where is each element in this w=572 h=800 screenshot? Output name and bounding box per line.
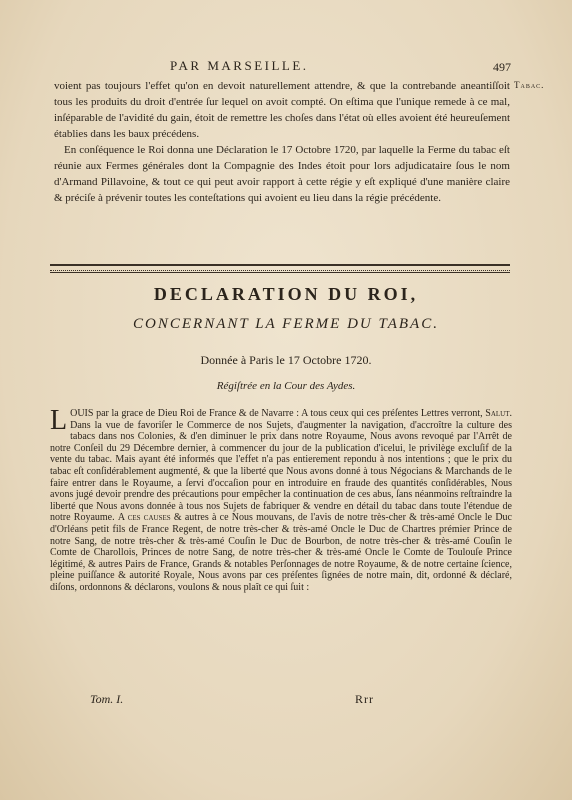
ornamental-rule-dots	[50, 270, 510, 271]
body-text-3: & autres à ce Nous mouvans, de l'avis de notre très-cher & très-amé Oncle le Duc d'Orléans petit fils de France Regent, de notre très-cher & très-amé Oncle le Duc de Chartres prémier Prince de notre Sang, de notre très-cher & très-amé Couſin le Duc de Bourbon, de notre très-cher & très-amé Couſin le Comte de Charollois, Princes de notre Sang, de notre très-cher & très-amé Oncle le Comte de Toulouſe Prince légitimé, & autres Pairs de France, Grands & notables Perſonnages de notre Royaume, & de notre certaine ſcience, pleine puiſſance & autorité Royale, Nous avons par ces préſentes ſignées de notre main, dit, ordonné & déclaré, diſons, ordonnons & déclarons, voulons & nous plaît ce qui ſuit :	[50, 512, 512, 593]
declaration-date: Donnée à Paris le 17 Octobre 1720.	[200, 353, 372, 367]
declaration-title: DECLARATION DU ROI,	[153, 284, 419, 304]
signature-mark: Rrr	[355, 692, 374, 706]
volume-label: Tom. I.	[90, 692, 124, 706]
intro-paragraph-2: En conſéquence le Roi donna une Déclaration le 17 Octobre 1720, par laquelle la Ferme du tabac eſt réunie aux Fermes générales dont la Compagnie des Indes étoit pour lors adjudicataire ſous le nom d'Armand Pillavoine, & tout ce qui peut avoir rapport à cette régie y eſt expliqué d'une manière claire & préciſe à prévenir toutes les conteſtations qui avoient eu lieu dans la régie précédente.	[54, 144, 510, 204]
margin-note: Tabac.	[514, 80, 545, 90]
running-title: PAR MARSEILLE.	[170, 58, 309, 73]
body-text-1: par la grace de Dieu Roi de France & de Navarre : A tous ceux qui ces préſentes Lettres verront,	[93, 408, 486, 419]
declaration-subtitle: CONCERNANT LA FERME DU TABAC.	[133, 316, 439, 332]
ornamental-rule	[50, 264, 510, 273]
intro-text	[54, 78, 510, 206]
intro-paragraph-1: voient pas toujours l'effet qu'on en devoit naturellement attendre, & que la contrebande aneantiſſoit tous les produits du droit d'entrée ſur lequel on avoit compté. On eſtima que l'unique remede à ce mal, inſéparable de l'avidité du gain, étoit de remettre les choſes dans l'état où elles avoient été heureuſement établies dans les baux précédens.	[54, 80, 510, 140]
registration-note: Régiſtrée en la Cour des Aydes.	[216, 380, 356, 392]
page-number: 497	[493, 60, 511, 74]
salut-word: Salut	[485, 408, 510, 419]
opening-word: OUIS	[70, 408, 94, 419]
drop-cap: L	[50, 405, 68, 436]
declaration-body	[50, 405, 512, 594]
causes-phrase: A ces causes	[117, 512, 171, 524]
body-text-2: . Dans la vue de favoriſer le Commerce de nos Sujets, d'augmenter la navigation, d'accroître la culture des tabacs dans nos Colonies, & d'en diminuer le prix dans notre Royaume, Nous avons revoqué par l'Arrêt de notre Conſeil du 29 Décembre dernier, à commencer du jour de la publication d'icelui, le privilège excluſif de la vente du tabac. Mais ayant été informés que l'effet n'a pas entierement repondu à nos intentions ; que le prix du tabac eſt conſidérablement augmenté, & que la liberté que Nous avons donné à tous Négocians & Marchands de le faire entrer dans le Royaume, a ſervi d'occaſion pour en introduire en fraude des quantités conſidérables, Nous avons jugé devoir prendre des précautions pour empêcher la continuation de ces abus, ſans néanmoins reſtraindre la liberté que Nous avons donnée à tous nos Sujets de fabriquer & vendre en détail du tabac dans toute l'étendue de notre Royaume.	[50, 408, 512, 524]
